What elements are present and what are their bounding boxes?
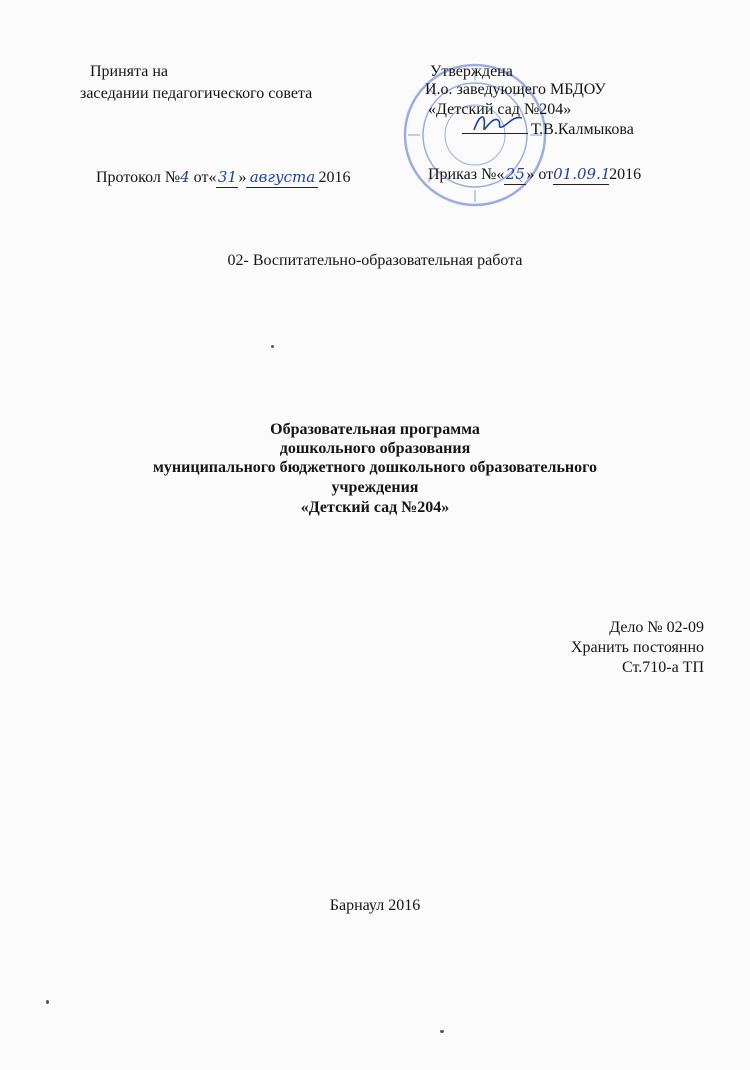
signature-line [462, 133, 528, 134]
protocol-number-handwritten: 4 [180, 168, 190, 186]
order-from: » от [526, 166, 554, 183]
protocol-from: от« [189, 169, 217, 186]
section-heading: 02- Воспитательно-образовательная работа [227, 252, 523, 269]
protocol-quote: » [238, 169, 247, 186]
title-line-2: дошкольного образования [279, 440, 471, 457]
scan-speck [440, 1030, 444, 1033]
protocol-month-handwritten: августа [249, 168, 316, 186]
order-number-handwritten: 25 [505, 165, 525, 183]
approved-label: Утверждена [430, 63, 513, 80]
kindergarten-label: «Детский сад №204» [428, 101, 572, 118]
accepted-label: Принята на [90, 63, 168, 80]
article-code: Ст.710-а ТП [621, 659, 704, 676]
protocol-year: 2016 [318, 169, 351, 186]
signer-name: Т.В.Калмыкова [531, 121, 634, 138]
council-label: заседании педагогического совета [80, 85, 313, 102]
protocol-prefix: Протокол № [96, 169, 181, 186]
title-line-3: муниципального бюджетного дошкольного образовательного [153, 459, 597, 476]
scan-speck [271, 345, 274, 348]
protocol-day-handwritten: 31 [217, 168, 237, 186]
order-year: 2016 [609, 166, 642, 183]
city-year: Барнаул 2016 [329, 897, 421, 914]
title-line-4: учреждения [331, 479, 419, 496]
acting-head-label: И.о. заведующего МБДОУ [425, 81, 606, 98]
order-date-handwritten: 01.09.1 [553, 165, 611, 183]
protocol-line [96, 168, 350, 188]
title-line-5: «Детский сад №204» [300, 499, 450, 516]
order-line [428, 165, 641, 185]
file-number: Дело № 02-09 [609, 619, 704, 636]
title-line-1: Образовательная программа [270, 421, 480, 438]
scan-speck [46, 1000, 49, 1004]
order-prefix: Приказ №« [428, 166, 505, 183]
storage-term: Хранить постоянно [570, 639, 704, 656]
